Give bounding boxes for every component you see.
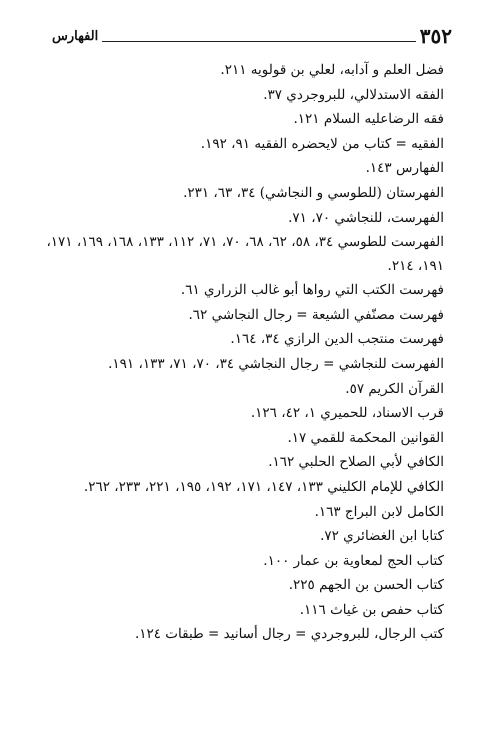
- index-entry: الفهرست للنجاشي = رجال النجاشي ٣٤، ٧٠، ٧١، ١٣٣، ١٩١.: [108, 355, 444, 372]
- page-number: ٣٥٢: [419, 24, 452, 48]
- page-header: [52, 20, 452, 46]
- index-entry: كتاب حفص بن غياث ١١٦.: [299, 601, 444, 618]
- index-entry: الفهرستان (للطوسي و النجاشي) ٣٤، ٦٣، ٢٣١.: [183, 184, 444, 201]
- index-entry: قرب الاسناد، للحميري ١، ٤٢، ١٢٦.: [250, 405, 444, 422]
- index-entry: القرآن الكريم ٥٧.: [345, 380, 444, 397]
- index-entry: كتب الرجال، للبروجردي = رجال أسانيد = طبقات ١٢٤.: [134, 626, 444, 643]
- index-entry: كتاب الحج لمعاوية بن عمار ١٠٠.: [263, 552, 444, 569]
- index-entry: كتابا ابن الغضائري ٧٢.: [320, 528, 444, 545]
- index-entry: كتاب الحسن بن الجهم ٢٢٥.: [288, 577, 444, 594]
- index-entry: الكامل لابن البراج ١٦٣.: [314, 503, 444, 520]
- index-entry: فهرست الكتب التي رواها أبو غالب الزراري ٦١.: [180, 282, 444, 299]
- index-entry: القوانين المحكمة للقمي ١٧.: [287, 429, 444, 446]
- index-entry: الفهرست للطوسي ٣٤، ٥٨، ٦٢، ٦٨، ٧٠، ٧١، ١١٢، ١٣٣، ١٦٨، ١٦٩، ١٧١، ١٩١، ٢١٤.: [46, 234, 444, 275]
- index-entry: الكافي للإمام الكليني ١٣٣، ١٤٧، ١٧١، ١٩٢، ١٩٥، ٢٢١، ٢٣٣، ٢٦٢.: [83, 478, 444, 495]
- index-entry: الفهرست، للنجاشي ٧٠، ٧١.: [288, 209, 444, 226]
- index-entry: فقه الرضاعليه السلام ١٢١.: [293, 111, 444, 128]
- index-entry: الكافي لأبي الصلاح الحلبي ١٦٢.: [268, 454, 444, 471]
- index-entry: فهرست مصنّفي الشيعة = رجال النجاشي ٦٢.: [188, 306, 444, 323]
- index-entry: الفقيه = كتاب من لايحضره الفقيه ٩١، ١٩٢.: [200, 135, 444, 152]
- index-entries: [36, 58, 444, 647]
- header-rule: [102, 41, 416, 42]
- index-entry: الفهارس ١٤٣.: [365, 160, 444, 177]
- index-entry: الفقه الاستدلالي، للبروجردي ٣٧.: [263, 86, 444, 103]
- section-title: الفهارس: [52, 29, 99, 44]
- index-entry: فهرست منتجب الدين الرازي ٣٤، ١٦٤.: [230, 331, 444, 348]
- index-entry: فضل العلم و آدابه، لعلي بن قولويه ٢١١.: [220, 62, 444, 78]
